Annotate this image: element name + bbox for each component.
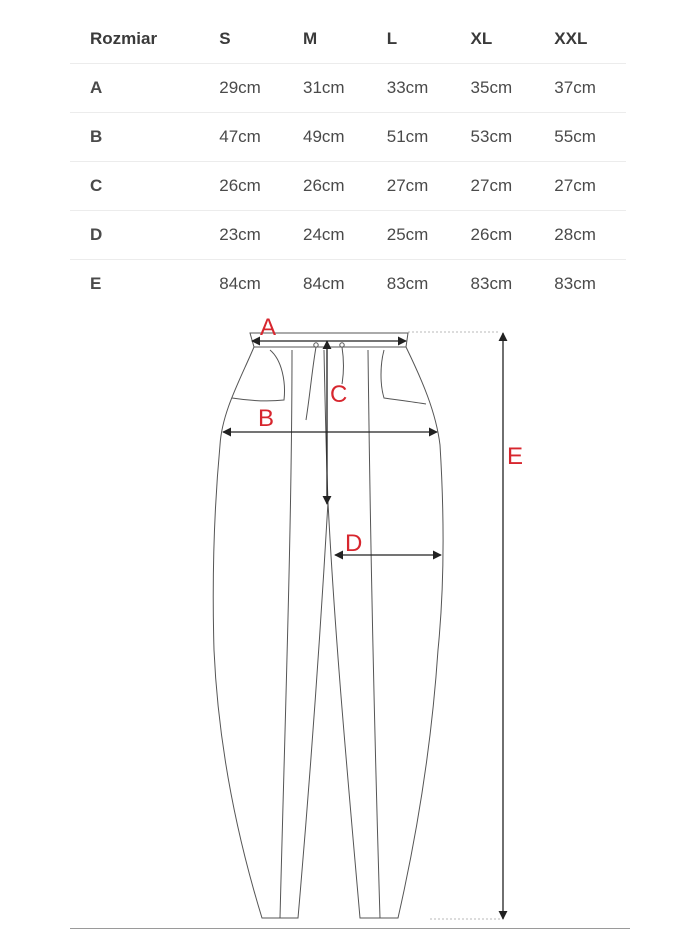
right-crease xyxy=(368,350,380,918)
left-crease xyxy=(280,350,292,918)
table-cell: 23cm xyxy=(219,225,261,244)
label-a: A xyxy=(260,314,277,341)
table-cell: 47cm xyxy=(219,127,261,146)
table-cell: 29cm xyxy=(219,78,261,97)
table-cell: 27cm xyxy=(386,176,429,195)
table-cell: 26cm xyxy=(470,225,513,244)
drawstring-left xyxy=(306,347,316,420)
header-l: L xyxy=(386,29,398,48)
table-cell: 37cm xyxy=(554,78,596,97)
label-e: E xyxy=(507,443,524,470)
table-cell: 84cm xyxy=(219,274,261,293)
table-cell: 24cm xyxy=(303,225,345,244)
table-cell: 83cm xyxy=(554,274,596,293)
table-cell: 27cm xyxy=(554,176,596,195)
table-cell: 53cm xyxy=(470,127,513,146)
right-pocket xyxy=(381,350,426,404)
table-cell: 31cm xyxy=(303,78,345,97)
table-cell: 49cm xyxy=(303,127,345,146)
row-label: E xyxy=(90,274,102,293)
label-d: D xyxy=(345,530,363,557)
header-xxl: XXL xyxy=(554,29,588,48)
table-cell: 55cm xyxy=(554,127,596,146)
table-cell: 33cm xyxy=(386,78,429,97)
guide-lines xyxy=(408,332,500,919)
table-cell: 27cm xyxy=(470,176,513,195)
table-cell: 25cm xyxy=(386,225,429,244)
table-cell: 26cm xyxy=(219,176,261,195)
table-cell: 84cm xyxy=(303,274,345,293)
table-cell: 51cm xyxy=(386,127,429,146)
table-cell: 83cm xyxy=(470,274,513,293)
header-size: Rozmiar xyxy=(90,29,158,48)
table-cell: 83cm xyxy=(386,274,429,293)
table-cell: 26cm xyxy=(303,176,345,195)
row-label: D xyxy=(90,225,103,244)
header-m: M xyxy=(303,29,318,48)
header-s: S xyxy=(219,29,231,48)
pants-outline xyxy=(213,333,443,918)
row-label: B xyxy=(90,127,103,146)
row-label: A xyxy=(90,78,103,97)
left-pocket xyxy=(232,350,284,401)
drawstring-right xyxy=(342,347,344,384)
label-c: C xyxy=(330,381,348,408)
row-label: C xyxy=(90,176,103,195)
bottom-divider xyxy=(70,928,630,929)
label-b: B xyxy=(258,405,275,432)
header-xl: XL xyxy=(470,29,493,48)
table-cell: 28cm xyxy=(554,225,596,244)
table-cell: 35cm xyxy=(470,78,513,97)
